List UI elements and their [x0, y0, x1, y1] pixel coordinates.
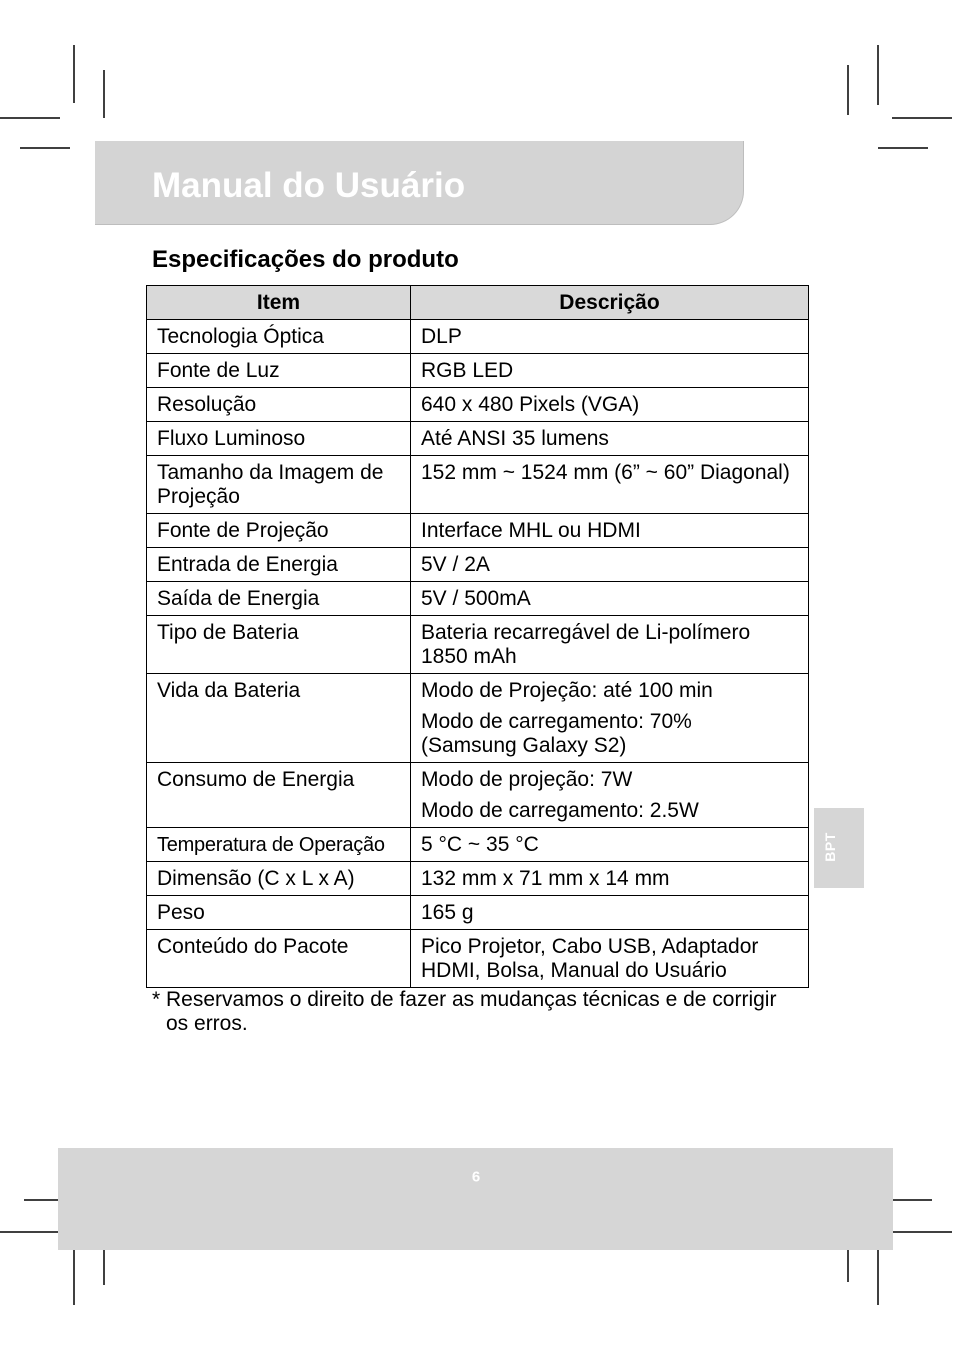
item-label: Dimensão (C x L x A) — [157, 867, 355, 890]
description-cell — [411, 896, 809, 930]
item-cell — [147, 674, 411, 763]
footnote-line: Reservamos o direito de fazer as mudanças técnicas e de corrigir — [166, 988, 777, 1011]
description-text: Modo de carregamento: 2.5W — [421, 799, 699, 822]
language-tab — [814, 808, 864, 888]
item-label: Fluxo Luminoso — [157, 427, 306, 450]
description-cell — [411, 674, 809, 763]
description-cell — [411, 514, 809, 548]
item-cell — [147, 422, 411, 456]
item-cell — [147, 320, 411, 354]
description-text: 132 mm x 71 mm x 14 mm — [421, 867, 670, 890]
description-paragraph — [421, 461, 798, 485]
item-label: Tecnologia Óptica — [157, 325, 324, 348]
item-label: Resolução — [157, 393, 257, 416]
description-paragraph — [421, 833, 798, 857]
item-label: Conteúdo do Pacote — [157, 935, 349, 958]
description-text: (Samsung Galaxy S2) — [421, 734, 627, 757]
description-cell — [411, 388, 809, 422]
description-paragraph — [421, 587, 798, 611]
description-text: Interface MHL ou HDMI — [421, 519, 641, 542]
description-cell — [411, 828, 809, 862]
item-label: Entrada de Energia — [157, 553, 338, 576]
table-row — [147, 354, 809, 388]
description-paragraph — [421, 710, 798, 758]
description-text: 1850 mAh — [421, 645, 517, 668]
item-cell — [147, 354, 411, 388]
description-text: 640 x 480 Pixels (VGA) — [421, 393, 640, 416]
footnote-text — [166, 988, 776, 1036]
description-text: Bateria recarregável de Li-polímero — [421, 621, 751, 644]
item-label: Projeção — [157, 485, 240, 508]
item-cell — [147, 896, 411, 930]
column-header-description: Descrição — [411, 286, 809, 320]
table-body — [147, 320, 809, 988]
specifications-table — [146, 285, 809, 988]
description-text: HDMI, Bolsa, Manual do Usuário — [421, 959, 727, 982]
description-paragraph — [421, 393, 798, 417]
description-text: 165 g — [421, 901, 474, 924]
description-text: Até ANSI 35 lumens — [421, 427, 609, 450]
description-paragraph — [421, 679, 798, 703]
item-cell — [147, 582, 411, 616]
description-cell — [411, 862, 809, 896]
item-label: Saída de Energia — [157, 587, 320, 610]
footnote-line: os erros. — [166, 1012, 248, 1035]
description-paragraph — [421, 359, 798, 383]
description-cell — [411, 548, 809, 582]
item-cell — [147, 456, 411, 514]
description-text: DLP — [421, 325, 462, 348]
description-paragraph — [421, 427, 798, 451]
description-cell — [411, 320, 809, 354]
description-text: 5V / 2A — [421, 553, 490, 576]
footnote-marker: * — [152, 988, 161, 1011]
table-row — [147, 548, 809, 582]
table-row — [147, 616, 809, 674]
item-label: Peso — [157, 901, 205, 924]
description-paragraph — [421, 935, 798, 983]
description-text: Pico Projetor, Cabo USB, Adaptador — [421, 935, 759, 958]
description-text: RGB LED — [421, 359, 514, 382]
description-cell — [411, 930, 809, 988]
table-header-row — [147, 286, 809, 320]
column-header-item: Item — [147, 286, 411, 320]
item-cell — [147, 763, 411, 828]
item-cell — [147, 548, 411, 582]
description-paragraph — [421, 901, 798, 925]
description-paragraph — [421, 867, 798, 891]
title-banner — [95, 141, 744, 225]
table-row — [147, 896, 809, 930]
table-row — [147, 456, 809, 514]
description-text: 5 °C ~ 35 °C — [421, 833, 539, 856]
table-row — [147, 930, 809, 988]
description-cell — [411, 456, 809, 514]
page-footer — [58, 1148, 893, 1250]
item-label: Vida da Bateria — [157, 679, 301, 702]
description-text: Modo de Projeção: até 100 min — [421, 679, 713, 702]
item-cell — [147, 388, 411, 422]
item-cell — [147, 930, 411, 988]
item-label: Fonte de Projeção — [157, 519, 329, 542]
table-row — [147, 422, 809, 456]
description-cell — [411, 582, 809, 616]
description-text: 152 mm ~ 1524 mm (6” ~ 60” Diagonal) — [421, 461, 790, 484]
item-cell — [147, 616, 411, 674]
table-row — [147, 763, 809, 828]
page-number: 6 — [471, 1168, 481, 1186]
description-text: Modo de projeção: 7W — [421, 768, 633, 791]
item-label: Tipo de Bateria — [157, 621, 299, 644]
item-label: Consumo de Energia — [157, 768, 355, 791]
table-row — [147, 862, 809, 896]
item-cell — [147, 828, 411, 862]
item-label: Fonte de Luz — [157, 359, 280, 382]
description-cell — [411, 422, 809, 456]
description-paragraph — [421, 519, 798, 543]
table-row — [147, 514, 809, 548]
item-cell — [147, 514, 411, 548]
description-paragraph — [421, 799, 798, 823]
description-paragraph — [421, 325, 798, 349]
description-cell — [411, 354, 809, 388]
description-text: 5V / 500mA — [421, 587, 531, 610]
page-title: Manual do Usuário — [152, 166, 466, 205]
description-paragraph — [421, 768, 798, 792]
description-text: Modo de carregamento: 70% — [421, 710, 692, 733]
description-paragraph — [421, 553, 798, 577]
item-label: Tamanho da Imagem de — [157, 461, 384, 484]
table-row — [147, 828, 809, 862]
description-cell — [411, 763, 809, 828]
table-row — [147, 674, 809, 763]
table-row — [147, 388, 809, 422]
section-heading: Especificações do produto — [152, 246, 459, 273]
language-tab-label: BPT — [822, 832, 838, 862]
item-cell — [147, 862, 411, 896]
description-cell — [411, 616, 809, 674]
table-row — [147, 320, 809, 354]
description-paragraph — [421, 621, 798, 669]
table-row — [147, 582, 809, 616]
item-label: Temperatura de Operação — [157, 834, 385, 856]
